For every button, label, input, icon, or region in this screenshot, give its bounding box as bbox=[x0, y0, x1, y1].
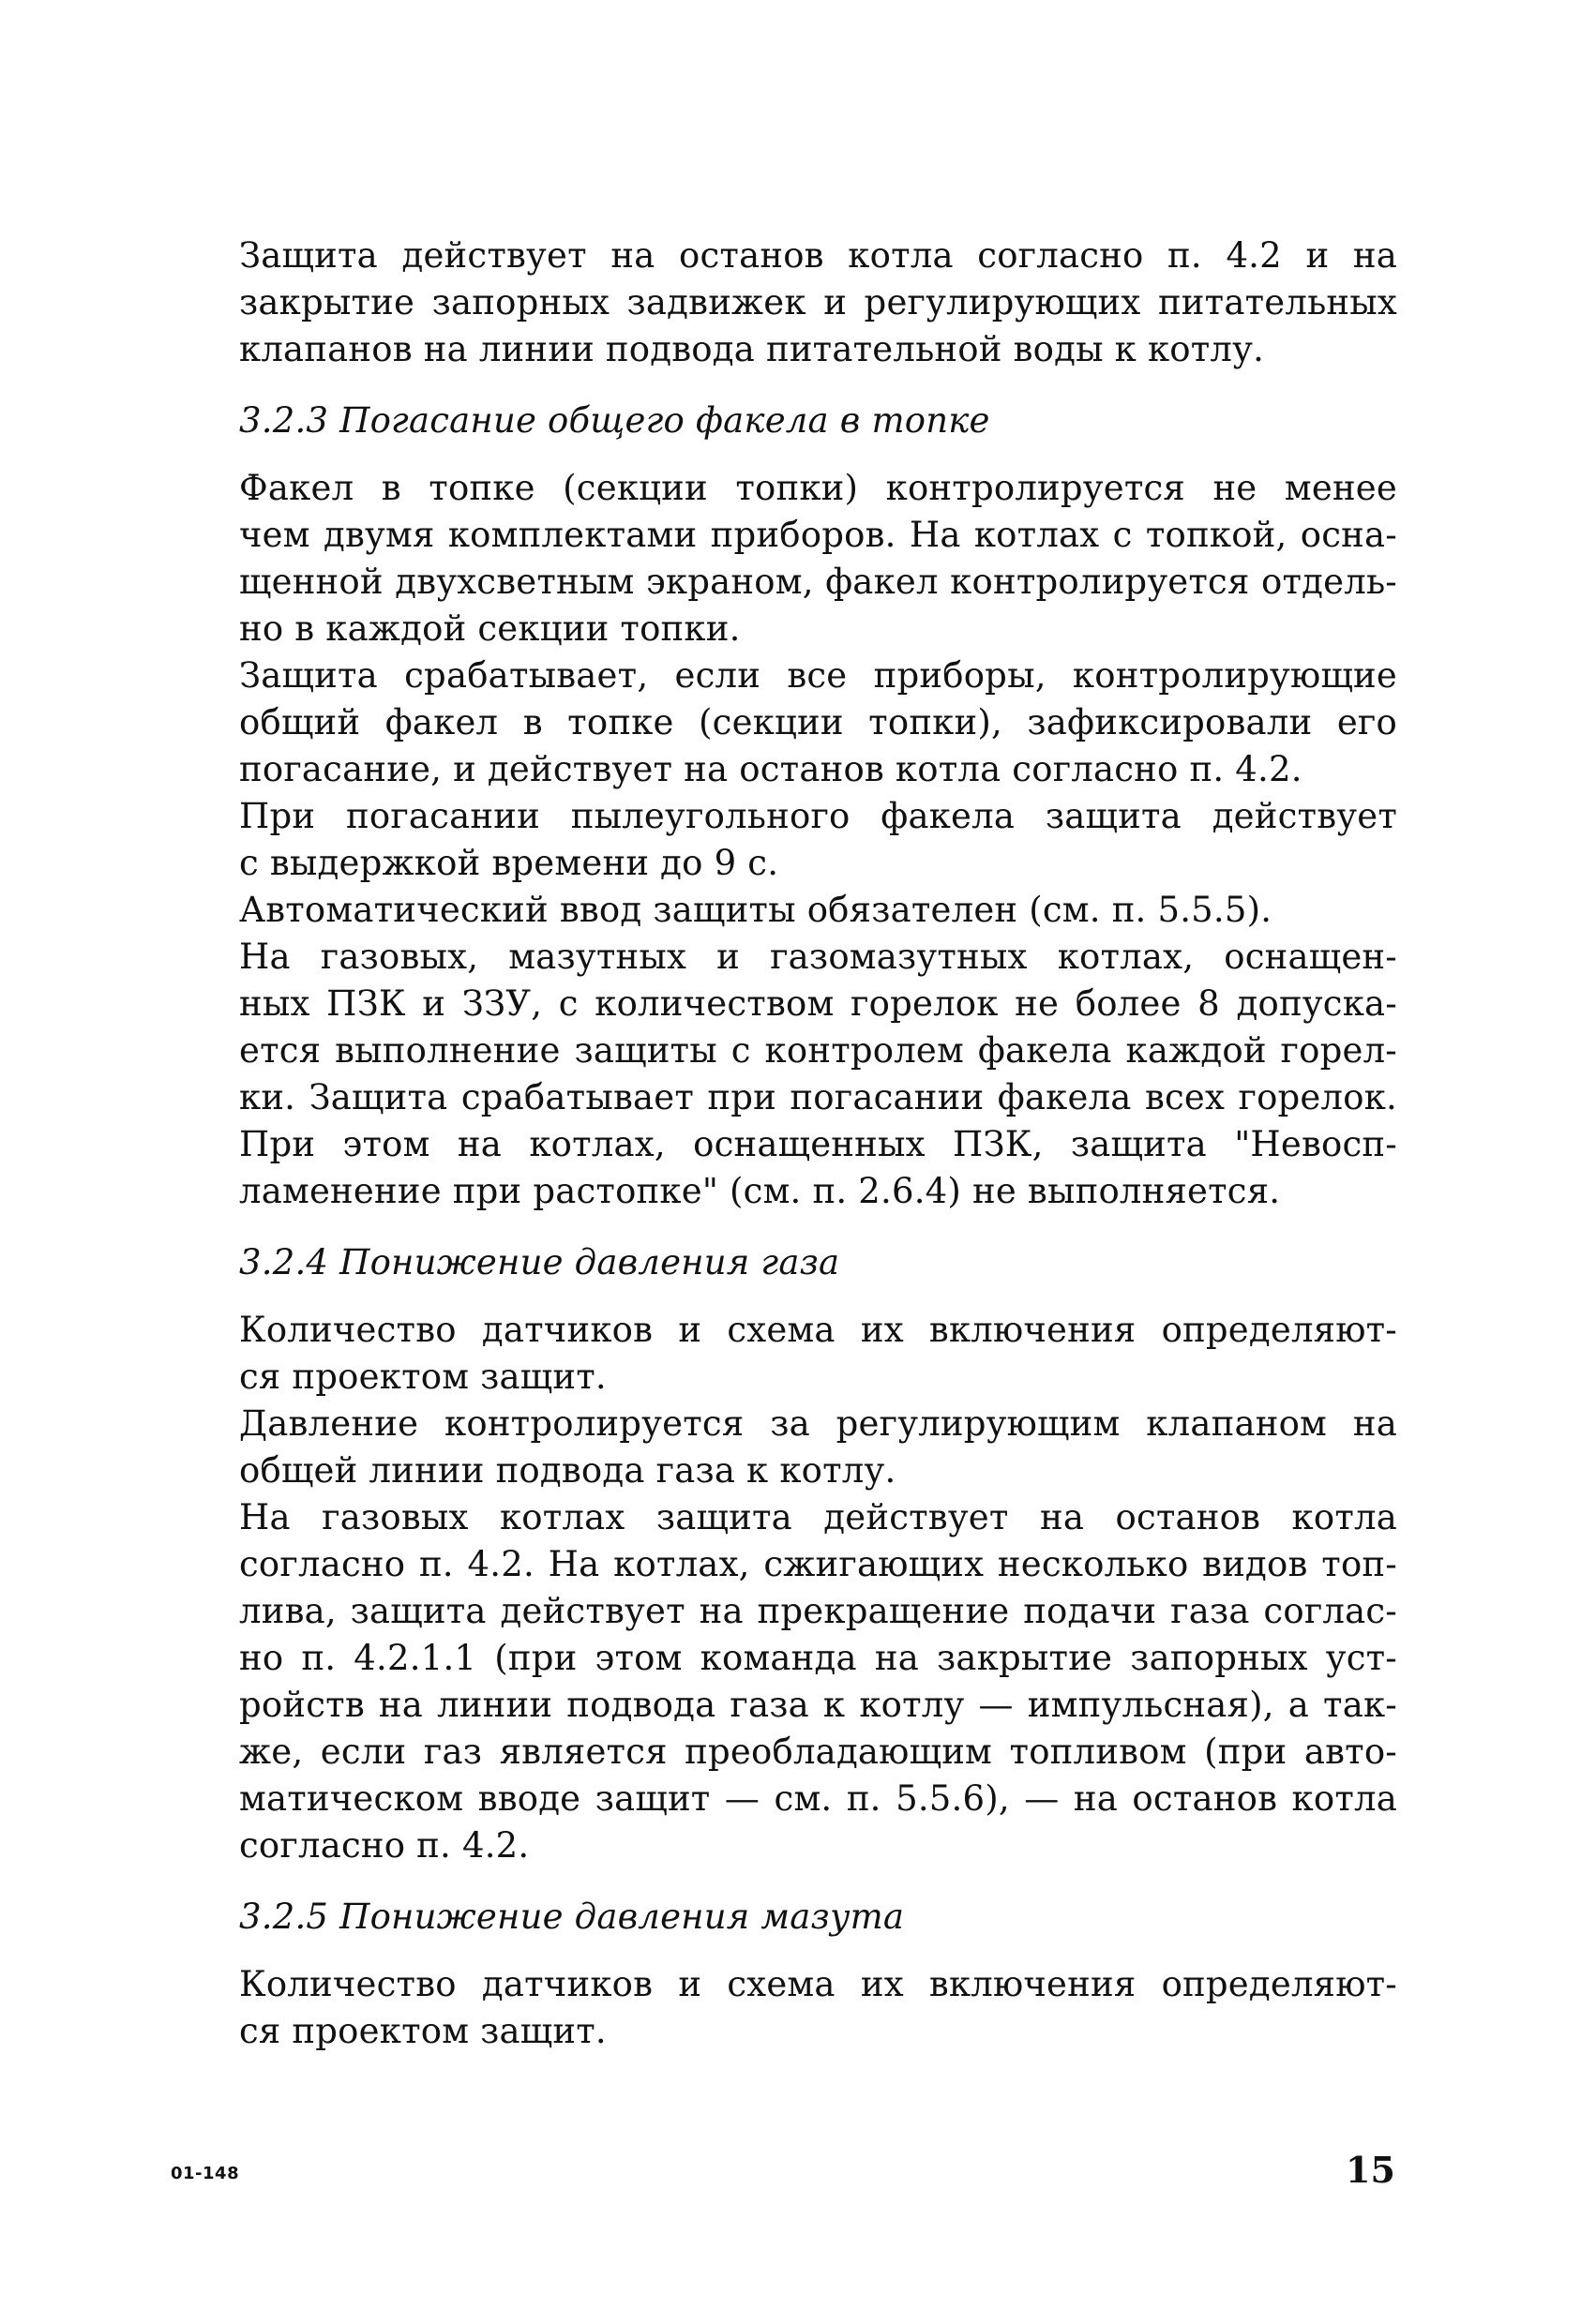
text-line: Давление контролируется за регулирующим клапаном на bbox=[239, 1403, 1397, 1444]
text-line: клапанов на линии подвода питательной воды к котлу. bbox=[239, 329, 1265, 369]
text-line: ется выполнение защиты с контролем факела каждой горел- bbox=[239, 1030, 1397, 1071]
paragraph bbox=[239, 652, 1397, 793]
text-line: согласно п. 4.2. На котлах, сжигающих несколько видов топ- bbox=[239, 1544, 1397, 1584]
text-line: Количество датчиков и схема их включения определяют- bbox=[239, 1964, 1397, 2004]
text-line: На газовых котлах защита действует на останов котла bbox=[239, 1497, 1397, 1537]
text-line: но в каждой секции топки. bbox=[239, 608, 741, 649]
text-line: ки. Защита срабатывает при погасании факела всех горелок. bbox=[239, 1077, 1397, 1117]
footer-code: 01-148 bbox=[171, 2164, 240, 2183]
text-line: ламенение при растопке" (см. п. 2.6.4) не выполняется. bbox=[239, 1171, 1281, 1211]
text-line: с выдержкой времени до 9 с. bbox=[239, 843, 779, 883]
paragraph bbox=[239, 1961, 1397, 2055]
text-line: На газовых, мазутных и газомазутных котлах, оснащен- bbox=[239, 937, 1397, 977]
section-heading-3-2-3: 3.2.3 Погасание общего факела в топке bbox=[239, 400, 990, 441]
text-line: но п. 4.2.1.1 (при этом команда на закрытие запорных уст- bbox=[239, 1638, 1397, 1678]
text-line: погасание, и действует на останов котла согласно п. 4.2. bbox=[239, 749, 1302, 789]
text-line: ся проектом защит. bbox=[239, 2011, 607, 2051]
text-line: согласно п. 4.2. bbox=[239, 1825, 530, 1866]
text-body bbox=[239, 232, 1397, 2055]
paragraph bbox=[239, 793, 1397, 887]
text-line: общий факел в топке (секции топки), зафиксировали его bbox=[239, 702, 1397, 742]
text-line: общей линии подвода газа к котлу. bbox=[239, 1450, 896, 1491]
text-line: Количество датчиков и схема их включения определяют- bbox=[239, 1310, 1397, 1350]
text-line: Защита действует на останов котла согласно п. 4.2 и на bbox=[239, 235, 1397, 276]
paragraph bbox=[239, 465, 1397, 652]
paragraph bbox=[239, 1401, 1397, 1494]
text-line: ройств на линии подвода газа к котлу — импульсная), а так- bbox=[239, 1685, 1397, 1725]
text-line: лива, защита действует на прекращение подачи газа соглас- bbox=[239, 1591, 1397, 1631]
text-line: щенной двухсветным экраном, факел контролируется отдель- bbox=[239, 562, 1397, 602]
text-line: закрытие запорных задвижек и регулирующих питательных bbox=[239, 282, 1397, 322]
section-heading-3-2-4: 3.2.4 Понижение давления газа bbox=[239, 1242, 840, 1282]
paragraph bbox=[239, 1307, 1397, 1401]
text-line: матическом вводе защит — см. п. 5.5.6), — на останов котла bbox=[239, 1778, 1397, 1819]
text-line: Автоматический ввод защиты обязателен (см. п. 5.5.5). bbox=[239, 890, 1272, 930]
section-heading-3-2-5: 3.2.5 Понижение давления мазута bbox=[239, 1897, 905, 1937]
paragraph-intro bbox=[239, 232, 1397, 373]
text-line: чем двумя комплектами приборов. На котлах с топкой, осна- bbox=[239, 515, 1397, 555]
text-line: При погасании пылеугольного факела защита действует bbox=[239, 796, 1397, 836]
paragraph bbox=[239, 1494, 1397, 1869]
text-line: Защита срабатывает, если все приборы, контролирующие bbox=[239, 655, 1397, 696]
text-line: Факел в топке (секции топки) контролируется не менее bbox=[239, 468, 1397, 508]
paragraph bbox=[239, 887, 1397, 934]
text-line: При этом на котлах, оснащенных ПЗК, защита "Невосп- bbox=[239, 1124, 1397, 1164]
paragraph bbox=[239, 934, 1397, 1215]
text-line: же, если газ является преобладающим топливом (при авто- bbox=[239, 1732, 1397, 1772]
text-line: ных ПЗК и ЗЗУ, с количеством горелок не более 8 допуска- bbox=[239, 983, 1397, 1024]
text-line: ся проектом защит. bbox=[239, 1357, 607, 1397]
page-number: 15 bbox=[1346, 2149, 1395, 2191]
